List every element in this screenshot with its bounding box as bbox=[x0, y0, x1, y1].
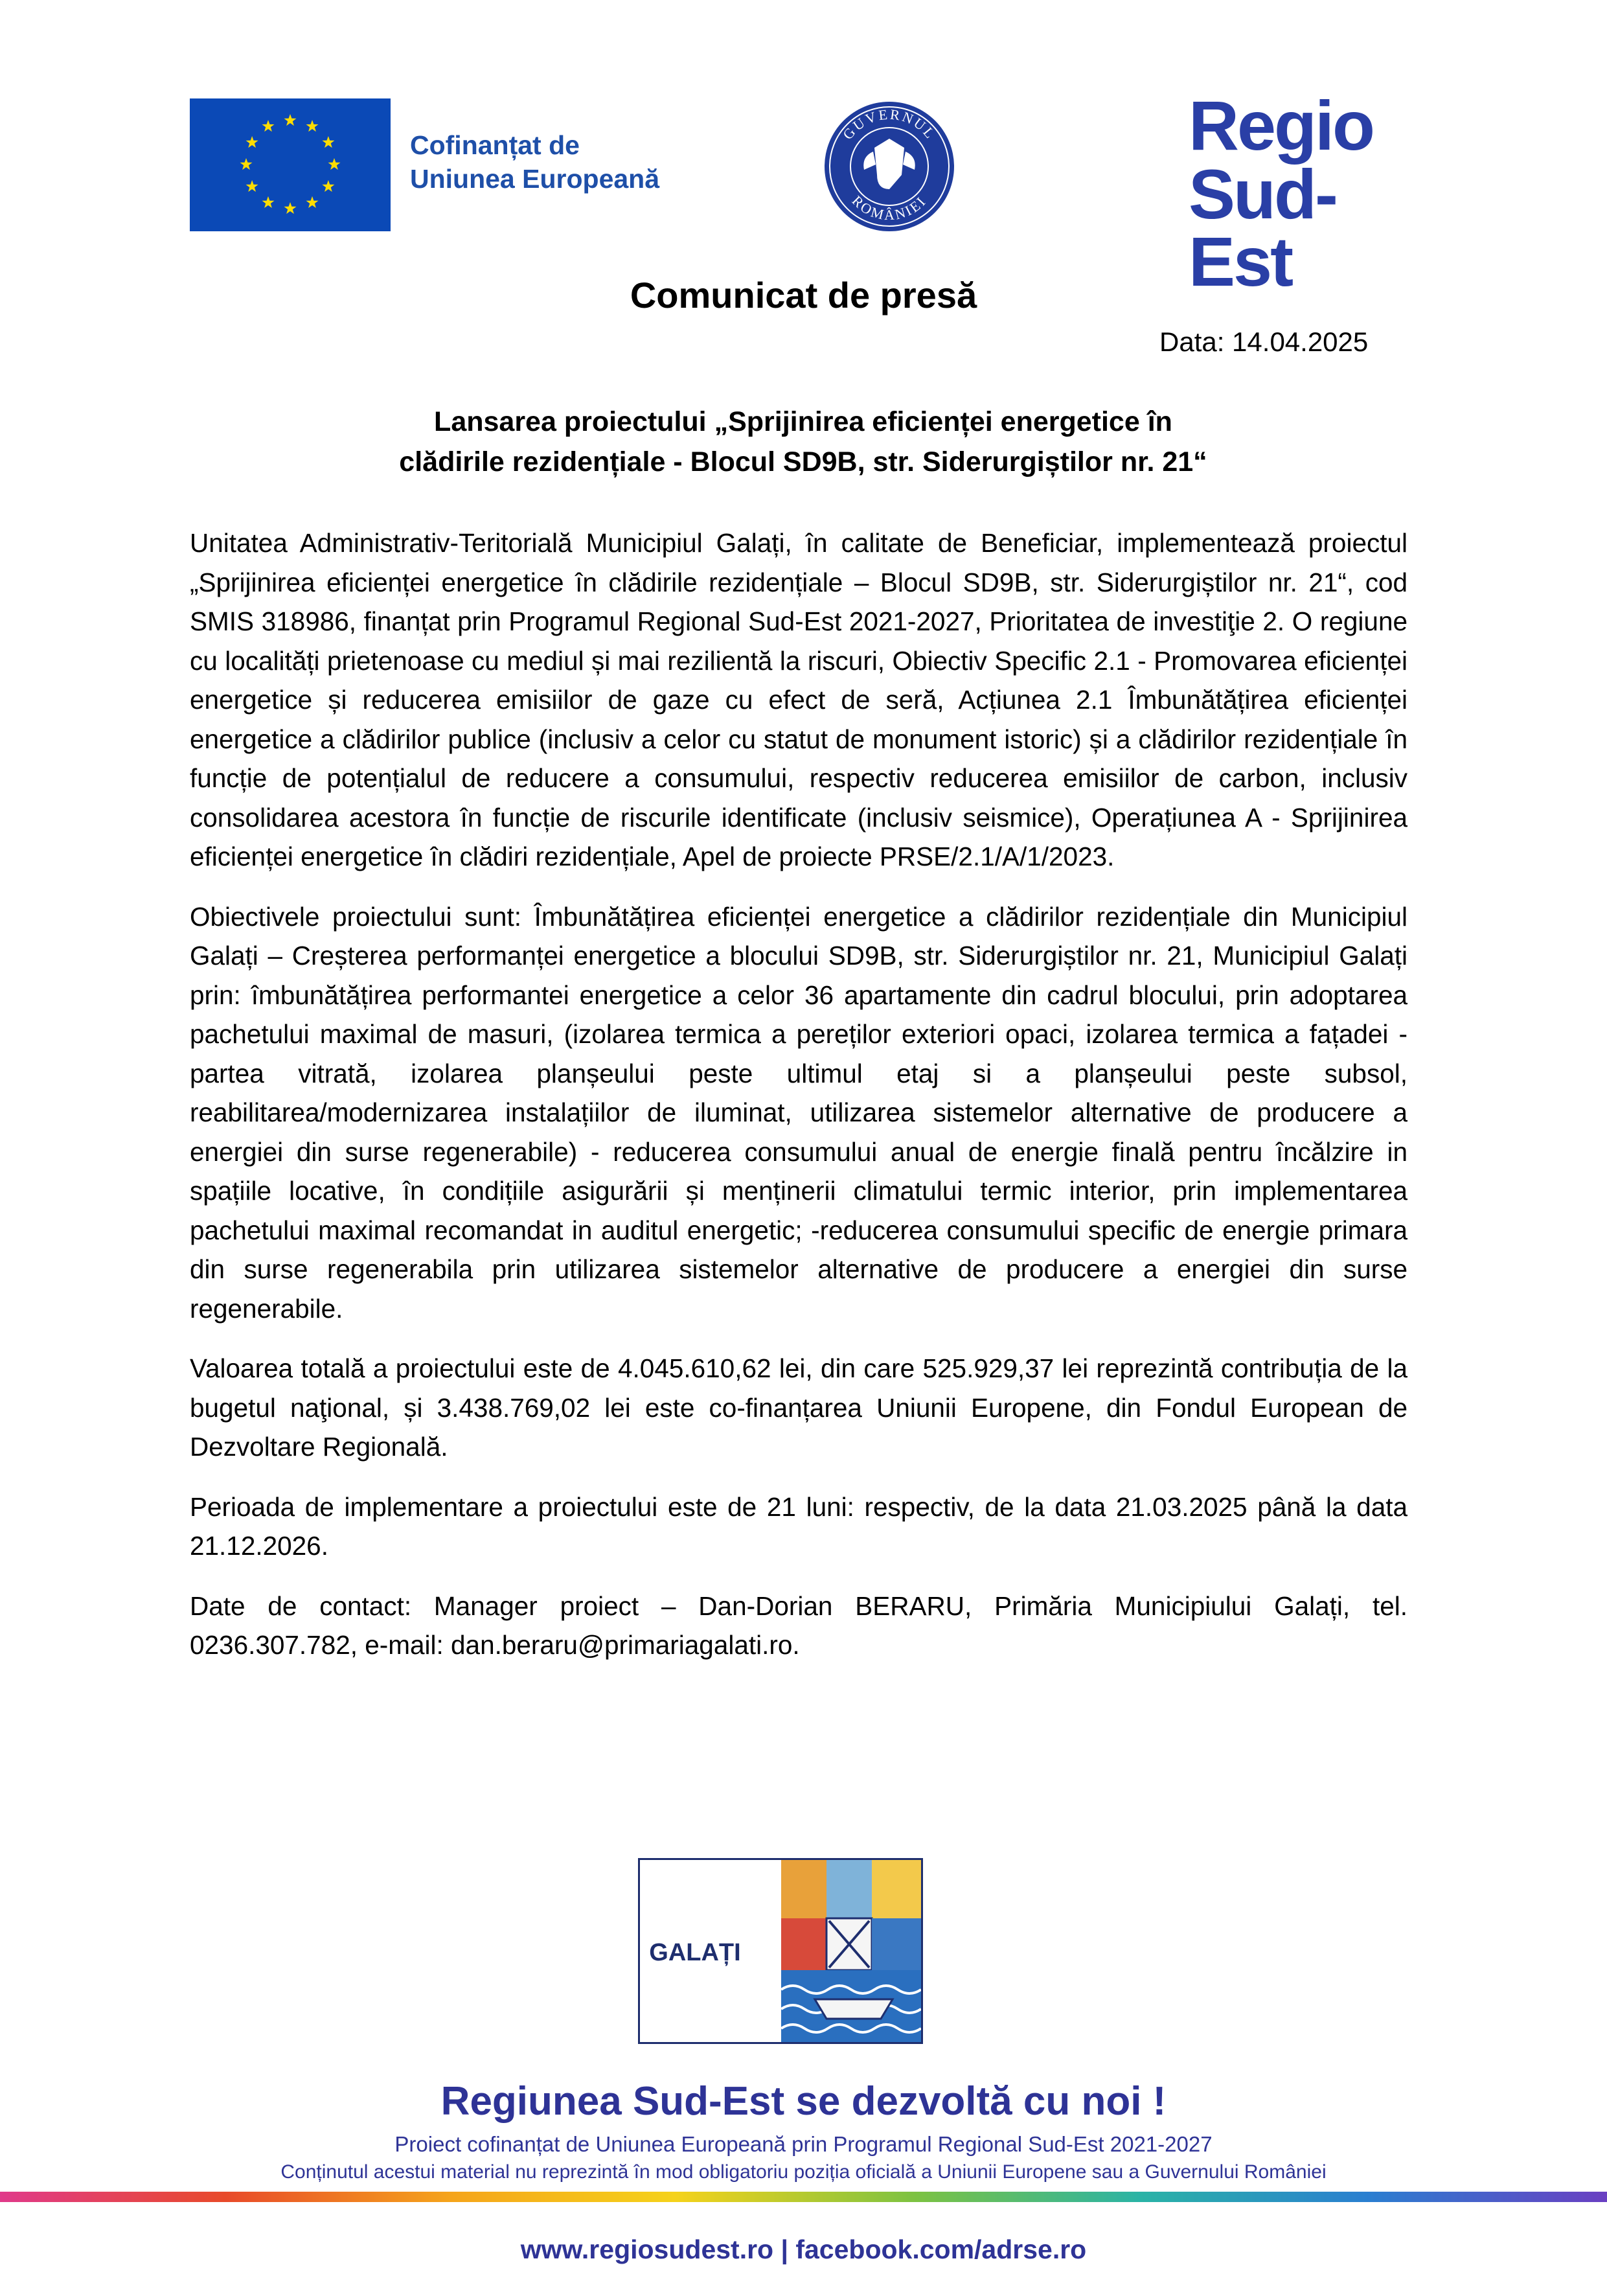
paragraph-contact: Date de contact: Manager proiect – Dan-Dorian BERARU, Primăria Municipiului Galați, tel. 0236.307.782, e-mail: dan.beraru@primariagalati.ro. bbox=[190, 1590, 1408, 1660]
rainbow-divider bbox=[0, 2192, 1607, 2202]
footer-slogan: Regiunea Sud-Est se dezvoltă cu noi ! bbox=[440, 2079, 1167, 2124]
svg-text:ROMÂNIEI: ROMÂNIEI bbox=[849, 192, 930, 224]
regio-logo-line2: Sud-Est bbox=[1189, 155, 1336, 301]
eu-line2: Uniunea Europeană bbox=[410, 164, 660, 194]
galati-emblem-icon bbox=[640, 1860, 921, 2042]
document-title: Comunicat de presă bbox=[630, 275, 977, 316]
document-date: Data: 14.04.2025 bbox=[1159, 327, 1369, 357]
paragraph-period: Perioada de implementare a proiectului este de 21 luni: respectiv, de la data 21.03.2025 până la data 21.12.2026. bbox=[190, 1491, 1408, 1561]
galati-city-logo bbox=[638, 1858, 923, 2044]
romanian-coat-of-arms-icon bbox=[821, 98, 957, 235]
headline-line1: Lansarea proiectului „Sprijinirea eficienței energetice în bbox=[434, 406, 1172, 437]
eu-cofinancing-text bbox=[410, 128, 659, 196]
regio-sud-est-logo bbox=[1189, 86, 1409, 301]
eu-flag-logo bbox=[190, 98, 391, 231]
svg-text:GALAȚI: GALAȚI bbox=[649, 1939, 741, 1966]
press-release-headline bbox=[194, 402, 1412, 482]
footer-disclaimer: Conținutul acestui material nu reprezintă în mod obligatoriu poziția oficială a Uniunii Europene sau a Guvernului României bbox=[280, 2161, 1327, 2183]
footer-web-links: www.regiosudest.ro | facebook.com/adrse.ro bbox=[520, 2234, 1087, 2264]
eu-line1: Cofinanțat de bbox=[410, 130, 580, 160]
government-seal-logo bbox=[821, 98, 957, 235]
regio-logo-line1: Regio bbox=[1189, 86, 1374, 165]
headline-line2: clădirile rezidențiale - Blocul SD9B, str. Siderurgiștilor nr. 21“ bbox=[399, 446, 1207, 477]
paragraph-value: Valoarea totală a proiectului este de 4.045.610,62 lei, din care 525.929,37 lei reprezintă contribuția de la bugetul naţional, și 3.438.769,02 lei este co-finanțarea Uniunii Europene, din Fondul European de Dezvoltare Regională. bbox=[190, 1353, 1408, 1462]
press-release-body bbox=[190, 523, 1408, 1686]
paragraph-intro: Unitatea Administrativ-Teritorială Municipiul Galați, în calitate de Beneficiar, implementează proiectul „Sprijinirea eficienței energetice în clădirile rezidențiale – Blocul SD9B, str. Siderurgiștilor nr. 21“, cod SMIS 318986, finanțat prin Programul Regional Sud-Est 2021-2027, Prioritatea de investiţie 2. O regiune cu localități prietenoase cu mediul și mai rezilientă la riscuri, Obiectiv Specific 2.1 - Promovarea eficienței energetice și reducerea emisiilor de gaze cu efect de seră, Acțiunea 2.1 Îmbunătățirea eficienței energetice a clădirilor publice (inclusiv a celor cu statut de monument istoric) și a clădirilor rezidențiale în funcție de potențialul de reducere a consumului, respectiv reducerea emisiilor de carbon, inclusiv consolidarea acestora în funcție de riscurile identificate (inclusiv seismice), Operațiunea A - Sprijinirea eficienței energetice în clădiri rezidențiale, Apel de proiecte PRSE/2.1/A/1/2023. bbox=[190, 528, 1408, 871]
footer-cofinancing-note: Proiect cofinanțat de Uniunea Europeană prin Programul Regional Sud-Est 2021-2027 bbox=[394, 2132, 1213, 2156]
svg-text:GUVERNUL: GUVERNUL bbox=[839, 106, 940, 143]
eu-stars-icon bbox=[190, 98, 391, 231]
paragraph-objectives: Obiectivele proiectului sunt: Îmbunătățirea eficienței energetice a clădirilor rezidențiale din Municipiul Galați – Creșterea performanței energetice a blocului SD9B, str. Siderurgiștilor nr. 21, Municipiul Galați prin: îmbunătățirea performantei energetice a celor 36 apartamente din cadrul blocului, prin adoptarea pachetului maximal de masuri, (izolarea termica a pereților exteriori opaci, izolarea termica a fațadei - partea vitrată, izolarea planșeului peste ultimul etaj si a planșeului peste subsol, reabilitarea/modernizarea instalațiilor de iluminat, utilizarea sistemelor alternative de producere a energiei din surse regenerabile) - reducerea consumului anual de energie finală pentru încălzire in spațiile locative, în condițiile asigurării și menținerii climatului termic interior, prin implementarea pachetului maximal recomandat in auditul energetic; -reducerea consumului specific de energie primara din surse regenerabila prin utilizarea sistemelor alternative de producere a energiei din surse regenerabile. bbox=[190, 901, 1408, 1324]
